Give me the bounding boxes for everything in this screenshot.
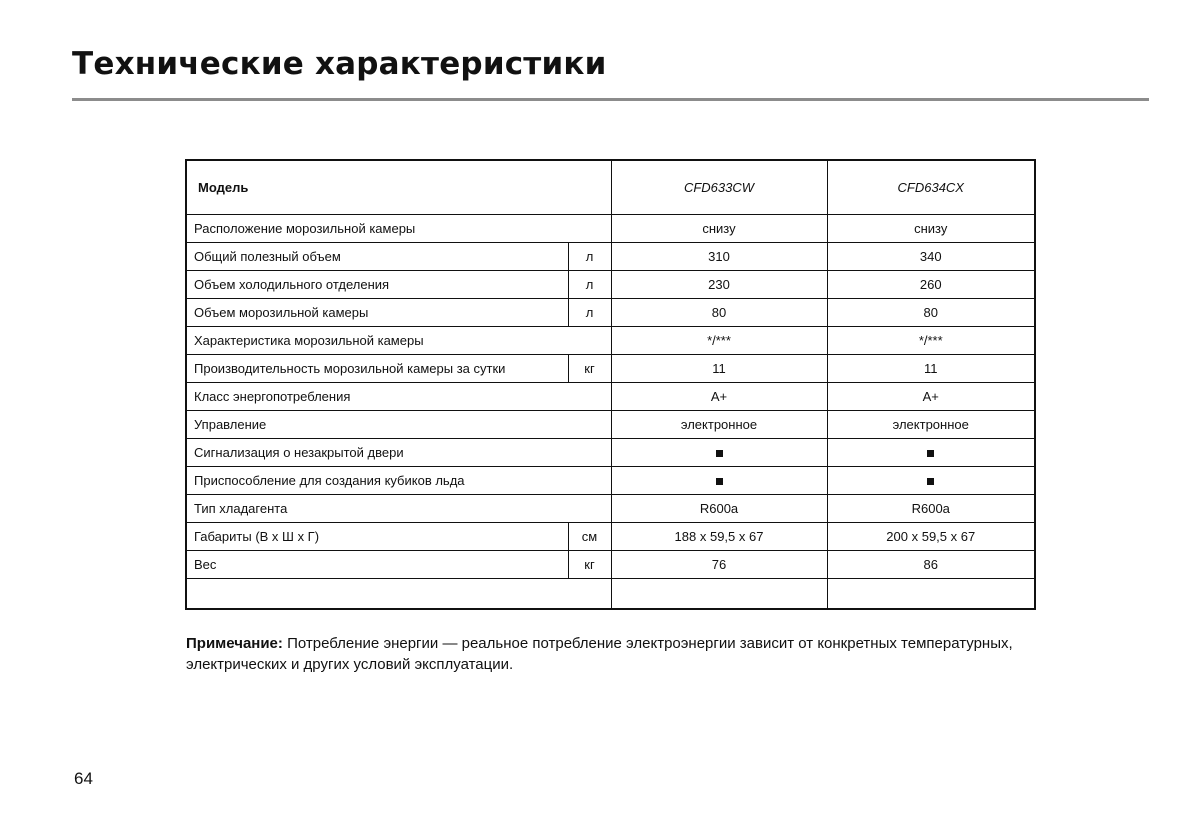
page-number: 64 xyxy=(74,769,93,788)
unit-label: кг xyxy=(568,551,611,579)
value-cfd634cx: электронное xyxy=(827,411,1035,439)
param-label: Объем морозильной камеры xyxy=(186,299,568,327)
param-label: Класс энергопотребления xyxy=(186,383,611,411)
param-label: Производительность морозильной камеры за сутки xyxy=(186,355,568,383)
table-row xyxy=(186,495,1035,523)
value-cfd633cw xyxy=(611,439,827,467)
model-cfd634cx: CFD634CX xyxy=(827,160,1035,215)
param-label: Вес xyxy=(186,551,568,579)
table-row xyxy=(186,299,1035,327)
param-label: Габариты (В х Ш х Г) xyxy=(186,523,568,551)
empty-cell xyxy=(827,579,1035,610)
value-cfd633cw: 11 xyxy=(611,355,827,383)
param-label: Общий полезный объем xyxy=(186,243,568,271)
unit-label: л xyxy=(568,271,611,299)
value-cfd634cx: R600a xyxy=(827,495,1035,523)
empty-cell xyxy=(611,579,827,610)
value-cfd634cx: 11 xyxy=(827,355,1035,383)
feature-present-marker xyxy=(716,478,723,485)
value-cfd634cx: A+ xyxy=(827,383,1035,411)
value-cfd633cw: электронное xyxy=(611,411,827,439)
value-cfd633cw: 188 x 59,5 x 67 xyxy=(611,523,827,551)
table-row xyxy=(186,523,1035,551)
value-cfd634cx: 80 xyxy=(827,299,1035,327)
note-paragraph xyxy=(186,633,1036,675)
page-title: Технические характеристики xyxy=(72,46,607,82)
unit-label: кг xyxy=(568,355,611,383)
table-row xyxy=(186,243,1035,271)
empty-cell xyxy=(186,579,611,610)
param-label: Сигнализация о незакрытой двери xyxy=(186,439,611,467)
table-row xyxy=(186,271,1035,299)
title-divider xyxy=(72,98,1149,101)
value-cfd633cw: 230 xyxy=(611,271,827,299)
model-cfd633cw: CFD633CW xyxy=(611,160,827,215)
value-cfd633cw: 80 xyxy=(611,299,827,327)
unit-label: см xyxy=(568,523,611,551)
table-row xyxy=(186,327,1035,355)
table-row xyxy=(186,467,1035,495)
param-label: Приспособление для создания кубиков льда xyxy=(186,467,611,495)
table-row xyxy=(186,383,1035,411)
value-cfd633cw: */*** xyxy=(611,327,827,355)
value-cfd633cw: A+ xyxy=(611,383,827,411)
spec-table xyxy=(185,159,1036,610)
empty-row xyxy=(186,579,1035,610)
value-cfd634cx: */*** xyxy=(827,327,1035,355)
table-row xyxy=(186,411,1035,439)
value-cfd633cw: R600a xyxy=(611,495,827,523)
value-cfd634cx: 260 xyxy=(827,271,1035,299)
note-label: Примечание: xyxy=(186,635,283,652)
value-cfd634cx xyxy=(827,467,1035,495)
unit-label: л xyxy=(568,299,611,327)
value-cfd634cx: снизу xyxy=(827,215,1035,243)
param-label: Объем холодильного отделения xyxy=(186,271,568,299)
param-label: Расположение морозильной камеры xyxy=(186,215,611,243)
param-label: Характеристика морозильной камеры xyxy=(186,327,611,355)
unit-label: л xyxy=(568,243,611,271)
feature-present-marker xyxy=(927,450,934,457)
value-cfd633cw xyxy=(611,467,827,495)
value-cfd634cx: 86 xyxy=(827,551,1035,579)
feature-present-marker xyxy=(716,450,723,457)
value-cfd633cw: 310 xyxy=(611,243,827,271)
value-cfd634cx xyxy=(827,439,1035,467)
value-cfd634cx: 340 xyxy=(827,243,1035,271)
table-row xyxy=(186,355,1035,383)
feature-present-marker xyxy=(927,478,934,485)
table-row xyxy=(186,551,1035,579)
value-cfd633cw: 76 xyxy=(611,551,827,579)
param-label: Тип хладагента xyxy=(186,495,611,523)
value-cfd633cw: снизу xyxy=(611,215,827,243)
table-row xyxy=(186,439,1035,467)
value-cfd634cx: 200 x 59,5 x 67 xyxy=(827,523,1035,551)
table-row xyxy=(186,215,1035,243)
table-header-row xyxy=(186,160,1035,215)
param-label: Управление xyxy=(186,411,611,439)
note-text: Потребление энергии — реальное потребление электроэнергии зависит от конкретных температурных, электрических и других условий эксплуатации. xyxy=(186,635,1013,673)
model-header: Модель xyxy=(186,160,611,215)
